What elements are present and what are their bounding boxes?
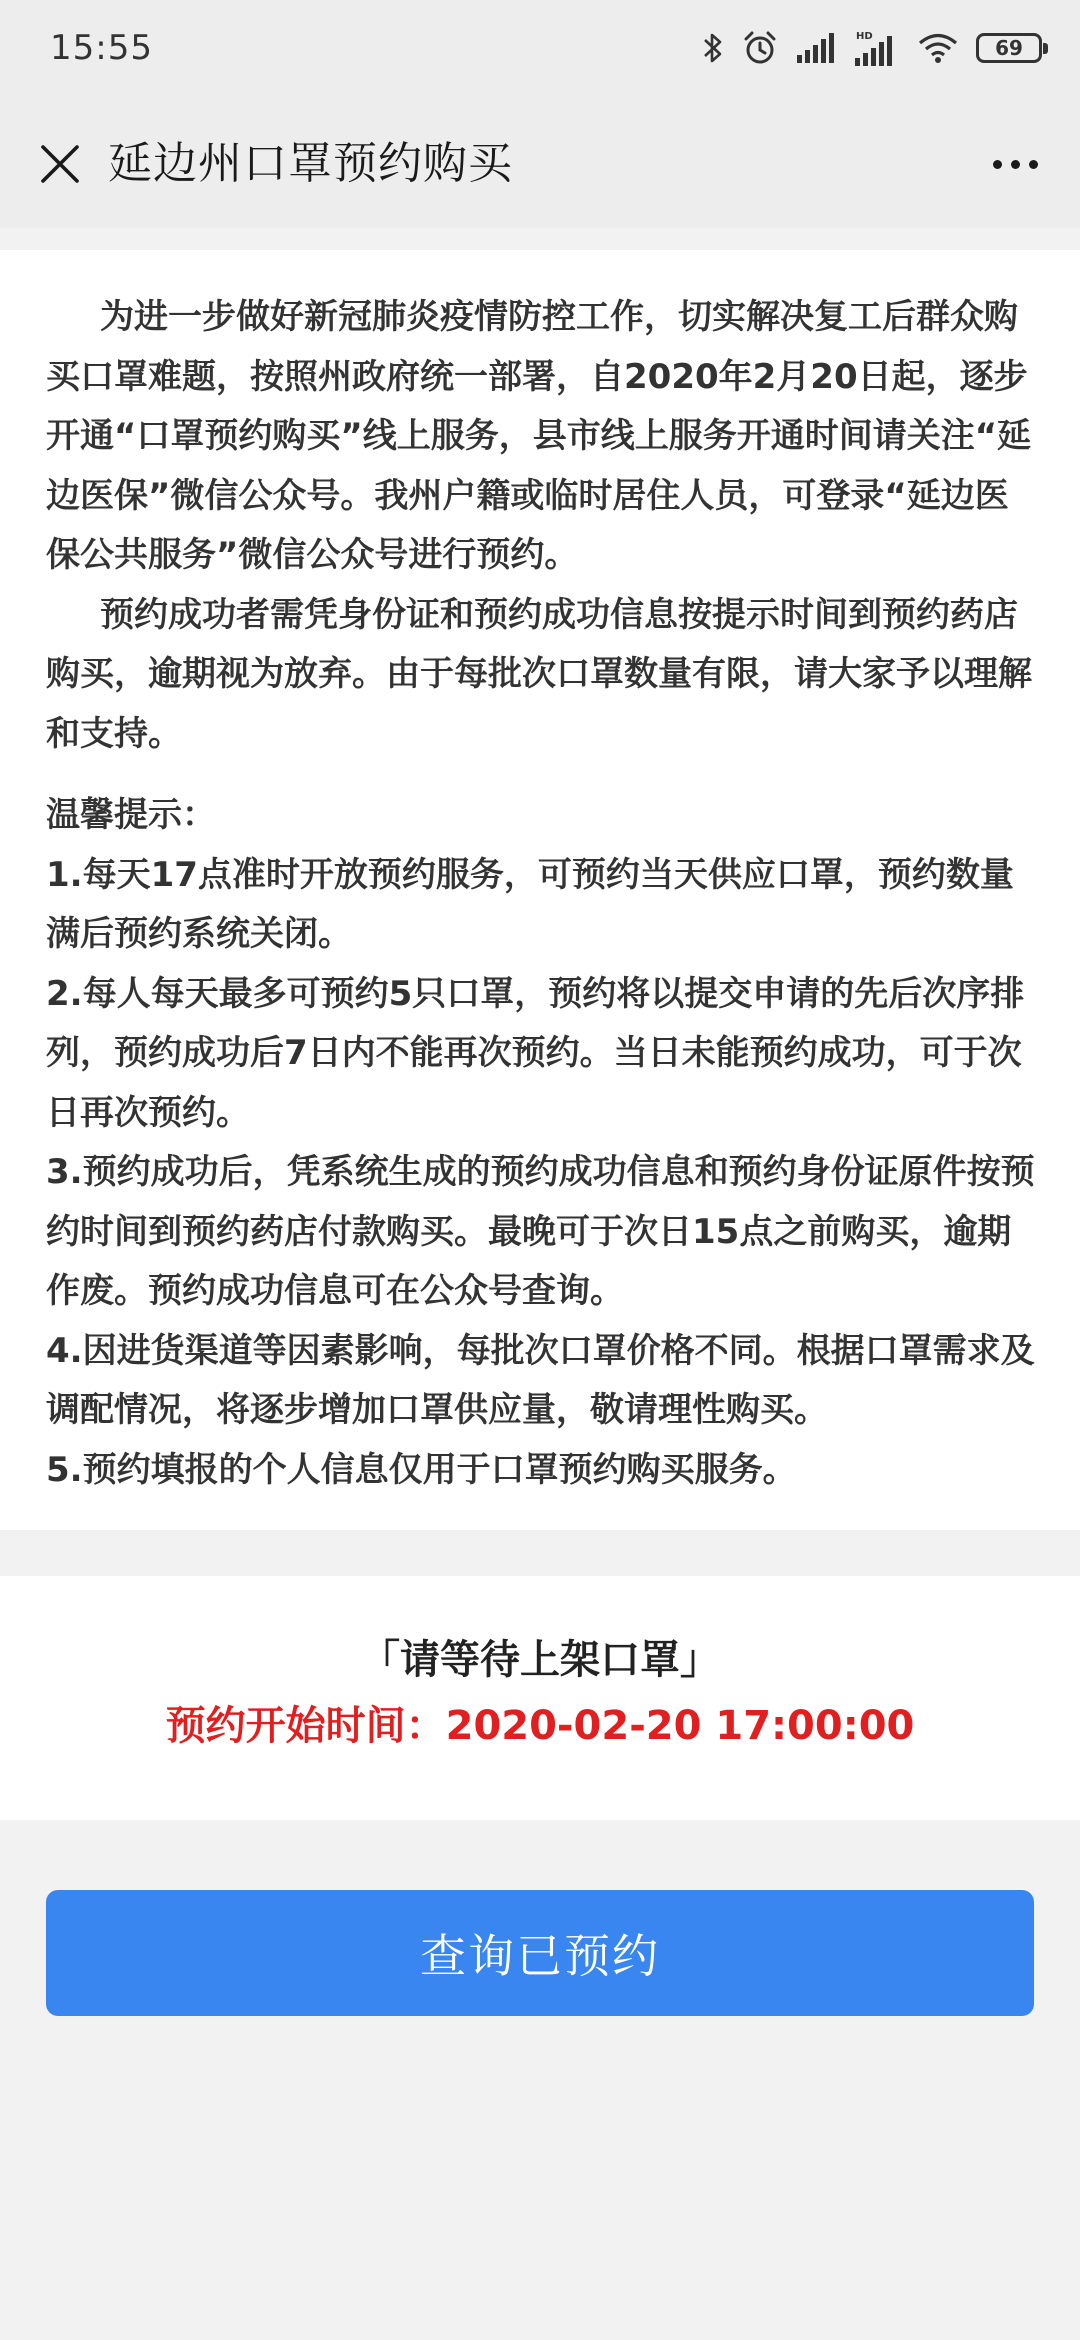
hd-signal-icon [854, 30, 900, 66]
tip-item: 2.每人每天最多可预约5只口罩，预约将以提交申请的先后次序排列，预约成功后7日内不能再次预约。当日未能预约成功，可于次日再次预约。 [46, 973, 1025, 1133]
tip-item: 5.预约填报的个人信息仅用于口罩预约购买服务。 [46, 1449, 797, 1490]
wifi-icon [918, 32, 958, 64]
status-icons [702, 26, 1042, 70]
bluetooth-icon [702, 31, 724, 65]
reservation-start-time: 预约开始时间：2020-02-20 17:00:00 [165, 1703, 915, 1749]
notice-paragraph: 预约成功者需凭身份证和预约成功信息按提示时间到预约药店购买，逾期视为放弃。由于每批次口罩数量有限，请大家予以理解和支持。 [46, 594, 1032, 754]
more-dot [1011, 160, 1020, 169]
query-reservation-button[interactable]: 查询已预约 [46, 1890, 1034, 2016]
reservation-status-card [0, 1576, 1080, 1820]
more-dot [993, 160, 1002, 169]
more-icon[interactable] [980, 136, 1050, 192]
close-icon[interactable] [32, 136, 88, 192]
tip-item: 3.预约成功后，凭系统生成的预约成功信息和预约身份证原件按预约时间到预约药店付款购买。最晚可于次日15点之前购买，逾期作废。预约成功信息可在公众号查询。 [46, 1152, 1035, 1311]
status-bar [0, 0, 1080, 100]
more-dot [1029, 160, 1038, 169]
signal-icon [796, 33, 836, 63]
page-title: 延边州口罩预约购买 [108, 138, 513, 189]
tips-title: 温馨提示： [46, 795, 216, 835]
tip-item: 4.因进货渠道等因素影响，每批次口罩价格不同。根据口罩需求及调配情况，将逐步增加口罩供应量，敬请理性购买。 [46, 1330, 1035, 1430]
svg-text:HD: HD [856, 31, 873, 42]
waiting-text: 「请等待上架口罩」 [360, 1637, 720, 1683]
notice-card [0, 250, 1080, 1530]
status-time: 15:55 [50, 28, 153, 68]
nav-bar [0, 100, 1080, 228]
alarm-icon [742, 30, 778, 66]
tip-item: 1.每天17点准时开放预约服务，可预约当天供应口罩，预约数量满后预约系统关闭。 [46, 854, 1014, 954]
battery-icon: 69 [976, 33, 1042, 63]
notice-paragraph: 为进一步做好新冠肺炎疫情防控工作，切实解决复工后群众购买口罩难题，按照州政府统一部署，自2020年2月20日起，逐步开通“口罩预约购买”线上服务，县市线上服务开通时间请关注“延边医保”微信公众号。我州户籍或临时居住人员，可登录“延边医保公共服务”微信公众号进行预约。 [46, 297, 1032, 575]
